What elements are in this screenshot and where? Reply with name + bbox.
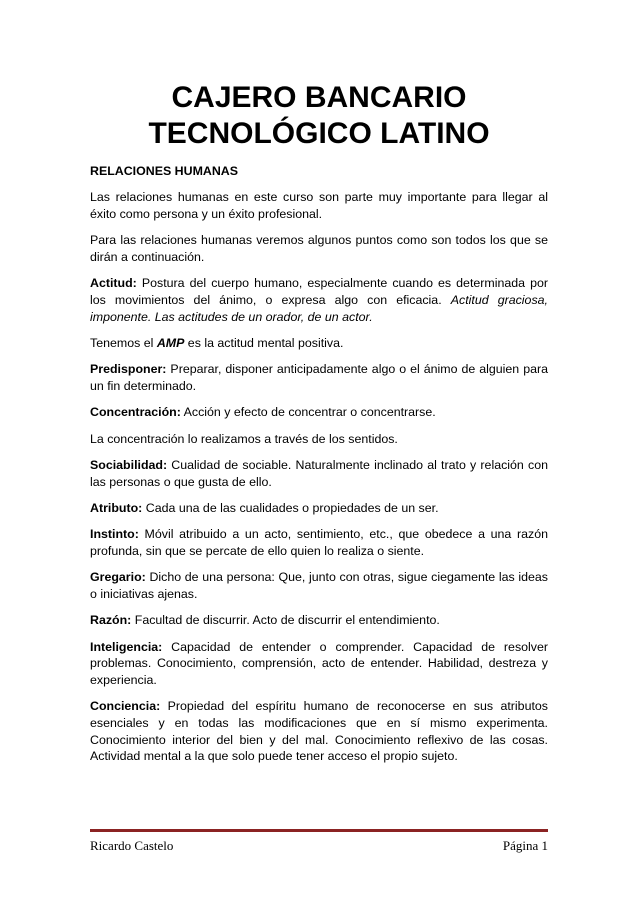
example-actitud: Actitud graciosa, imponente. Las actitudes de un orador, de un actor. xyxy=(90,292,548,324)
term-atributo: Atributo: xyxy=(90,501,143,516)
paragraph-sociabilidad xyxy=(90,457,548,490)
document-title xyxy=(90,80,548,152)
term-concentracion: Concentración: xyxy=(90,405,181,420)
term-predisponer: Predisponer: xyxy=(90,362,167,377)
paragraph-atributo xyxy=(90,500,548,517)
definition-razon: Facultad de discurrir. Acto de discurrir el entendimiento. xyxy=(131,613,440,628)
paragraph-inteligencia xyxy=(90,639,548,689)
footer-divider xyxy=(90,829,548,832)
amp-after: es la actitud mental positiva. xyxy=(184,335,344,350)
term-amp: AMP xyxy=(156,335,185,350)
paragraph-amp xyxy=(90,335,548,352)
paragraph-intro-1: Las relaciones humanas en este curso son parte muy importante para llegar al éxito como persona y un éxito profesional. xyxy=(90,190,548,221)
title-line-2: TECNOLÓGICO LATINO xyxy=(148,117,490,150)
definition-gregario: Dicho de una persona: Que, junto con otras, sigue ciegamente las ideas o iniciativas ajenas. xyxy=(90,570,548,602)
paragraph-gregario xyxy=(90,569,548,602)
term-instinto: Instinto: xyxy=(90,527,139,542)
paragraph-predisponer xyxy=(90,361,548,394)
definition-concentracion: Acción y efecto de concentrar o concentrarse. xyxy=(180,405,436,420)
definition-sociabilidad: Cualidad de sociable. Naturalmente inclinado al trato y relación con las personas o que gusta de ello. xyxy=(90,458,548,489)
section-title: RELACIONES HUMANAS xyxy=(90,164,239,178)
term-inteligencia: Inteligencia: xyxy=(90,639,163,654)
term-sociabilidad: Sociabilidad: xyxy=(90,458,168,473)
term-conciencia: Conciencia: xyxy=(90,699,161,714)
paragraph-actitud xyxy=(90,275,548,325)
document-body xyxy=(90,163,548,775)
definition-actitud: Postura del cuerpo humano, especialmente cuando es determinada por los movimientos del ánimo, o expresa algo con eficacia. xyxy=(90,276,548,307)
definition-conciencia: Propiedad del espíritu humano de reconocerse en sus atributos esenciales y en todas las modificaciones que en sí mismo experimenta. Conocimiento interior del bien y del mal. Conocimiento reflexivo de las cosas. Actividad mental a la que solo puede tener acceso el propio sujeto. xyxy=(90,699,548,764)
footer-page-number: Página 1 xyxy=(502,838,548,853)
definition-inteligencia: Capacidad de entender o comprender. Capacidad de resolver problemas. Conocimiento, comprensión, acto de entender. Habilidad, destreza y experiencia. xyxy=(90,639,548,688)
amp-before: Tenemos el xyxy=(90,335,157,350)
definition-atributo: Cada una de las cualidades o propiedades de un ser. xyxy=(142,501,439,516)
term-actitud: Actitud: xyxy=(90,276,137,291)
term-razon: Razón: xyxy=(90,613,132,628)
footer-author: Ricardo Castelo xyxy=(90,838,174,853)
title-line-1: CAJERO BANCARIO xyxy=(171,81,467,114)
paragraph-concentracion-2: La concentración lo realizamos a través de los sentidos. xyxy=(90,431,398,446)
definition-predisponer: Preparar, disponer anticipadamente algo o el ánimo de alguien para un fin determinado. xyxy=(90,362,548,393)
definition-instinto: Móvil atribuido a un acto, sentimiento, etc., que obedece a una razón profunda, sin que se percate de ello quien lo realiza o siente. xyxy=(90,527,548,559)
paragraph-instinto xyxy=(90,526,548,559)
paragraph-concentracion xyxy=(90,404,548,421)
paragraph-conciencia xyxy=(90,698,548,764)
paragraph-razon xyxy=(90,612,548,629)
paragraph-intro-2: Para las relaciones humanas veremos algunos puntos como son todos los que se dirán a continuación. xyxy=(90,233,548,264)
term-gregario: Gregario: xyxy=(90,570,146,585)
